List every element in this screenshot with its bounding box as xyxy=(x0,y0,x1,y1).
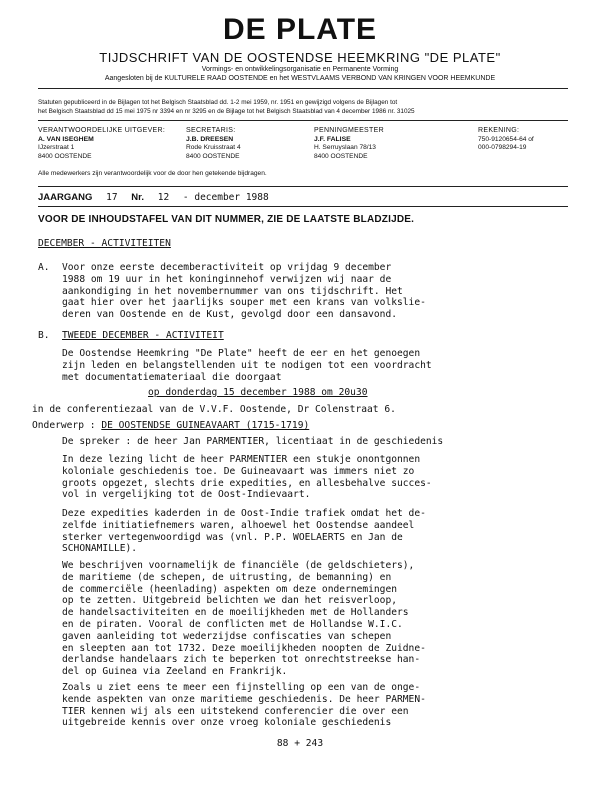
text-line: SCHONAMILLE). xyxy=(62,543,138,555)
item-b-intro xyxy=(62,348,432,383)
text-line: groots opgezet, slechts drie expedities, en allesbehalve succes- xyxy=(62,477,432,489)
staff-address: 8400 OOSTENDE xyxy=(186,152,240,160)
staff-role: PENNINGMEESTER xyxy=(314,127,384,134)
masthead-tagline: Vormings- en ontwikkelingsorganisatie en Permanente Vorming xyxy=(201,66,399,73)
staff-name: J.F. FALISE xyxy=(314,135,351,143)
divider xyxy=(38,120,568,121)
staff-address: 8400 OOSTENDE xyxy=(314,152,368,160)
staff-role: REKENING: xyxy=(478,127,520,134)
staff-name: J.B. DREESEN xyxy=(186,135,234,143)
masthead-title: DE PLATE xyxy=(222,13,378,46)
staff-address: Rode Kruisstraat 4 xyxy=(186,144,241,151)
text-line: del op Guinea via Zeeland en Frankrijk. xyxy=(62,666,288,678)
text-line: en sleepten aan tot 1732. Deze moeilijkheden noopten de Zuidne- xyxy=(62,642,426,654)
event-datetime-text: op donderdag 15 december 1988 om 20u30 xyxy=(148,387,368,398)
masthead-affiliation: Aangesloten bij de KULTURELE RAAD OOSTENDE en het WESTVLAAMS VERBOND VAN KRINGEN VOOR HEEMKUNDE xyxy=(104,75,496,82)
event-datetime xyxy=(148,387,368,398)
text-line: uitgebreide kennis over onze vroeg koloniale geschiedenis xyxy=(62,717,392,729)
text-line: kende aspekten van onze maritieme geschiedenis. De heer PARMEN- xyxy=(62,693,426,705)
text-line: vol in vergelijking tot de Oost-Indievaart. xyxy=(62,489,311,501)
item-b-heading-text: TWEEDE DECEMBER - ACTIVITEIT xyxy=(62,330,224,341)
paragraph xyxy=(62,682,426,729)
staff-name: A. VAN ISEGHEM xyxy=(38,135,94,143)
text-line: De Oostendse Heemkring "De Plate" heeft de eer en het genoegen xyxy=(62,348,421,359)
staff-address: H. Serruyslaan 78/13 xyxy=(314,144,376,151)
text-line: In deze lezing licht de heer PARMENTIER een stukje onontgonnen xyxy=(62,454,421,465)
staff-treasurer xyxy=(314,127,384,161)
item-a-marker: A. xyxy=(38,262,50,273)
text-line: gaven aanleiding tot wederzijdse confiscaties van schepen xyxy=(62,630,392,642)
item-b-marker: B. xyxy=(38,330,50,341)
text-line: Deze expedities kaderden in de Oost-Indie trafiek omdat het de- xyxy=(62,508,426,519)
text-line: We beschrijven voornamelijk de financiële (de geldschieters), xyxy=(62,560,415,571)
nr-label: Nr. xyxy=(131,192,144,203)
text-line: met documentatiemateriaal die doorgaat xyxy=(62,371,282,383)
item-b-heading xyxy=(62,330,224,341)
divider xyxy=(38,88,568,89)
text-line: deren van Oostende en de Kust, gevolgd door een dansavond. xyxy=(62,309,398,321)
text-line: derlandse handelaars zich te beperken tot onrechtstreekse han- xyxy=(62,654,421,666)
page-number: 88 + 243 xyxy=(276,738,324,749)
event-subject xyxy=(32,420,309,432)
text-line: TIER kennen wij als een uitstekend conferencier die over een xyxy=(62,705,409,717)
section-heading xyxy=(38,238,171,249)
statutes-notice xyxy=(38,98,570,116)
text-line: de handelsactiviteiten en de moeilijkheden met de Hollanders xyxy=(62,607,409,619)
nr-value: 12 xyxy=(157,192,170,203)
account-number: 000-0798294-19 xyxy=(478,144,527,151)
divider xyxy=(38,206,568,207)
text-line: zelfde initiatiefnemers waren, alhoewel het Oostendse aandeel xyxy=(62,519,415,531)
section-heading-text: DECEMBER - ACTIVITEITEN xyxy=(38,238,171,249)
text-line: en de piraten. Vooral de conflicten met de Hollandse W.I.C. xyxy=(62,618,403,630)
contributors-disclaimer: Alle medewerkers zijn verantwoordelijk voor de door hen getekende bijdragen. xyxy=(38,170,267,177)
statutes-line: Statuten gepubliceerd in de Bijlagen tot het Belgisch Staatsblad dd. 1-2 mei 1959, nr. 1951 en gewijzigd volgens de Bijlagen tot xyxy=(38,99,398,106)
subject-text: DE OOSTENDSE GUINEAVAART (1715-1719) xyxy=(101,420,310,431)
text-line: op te zetten. Uitgebreid belichten we dan het reisverloop, xyxy=(62,595,398,607)
text-line: zijn leden en belangstellenden uit te nodigen tot een voordracht xyxy=(62,359,432,371)
text-line: gaat hier over het jaarlijks souper met een krans van volkslie- xyxy=(62,297,426,309)
divider xyxy=(38,186,568,187)
staff-secretary xyxy=(186,127,241,161)
paragraph xyxy=(62,560,426,678)
jaargang-value: 17 xyxy=(106,192,118,203)
issue-date: - december 1988 xyxy=(182,192,269,203)
staff-account xyxy=(478,127,534,153)
statutes-line: het Belgisch Staatsblad dd 15 mei 1975 nr 3394 en nr 3295 en de Bijlage tot het Belgisch Staatsblad van 4 december 1986 nr. 31025 xyxy=(38,108,415,115)
issue-info xyxy=(38,192,277,203)
subject-label: Onderwerp : xyxy=(32,420,96,431)
item-a-text xyxy=(62,262,426,321)
masthead-subtitle: TIJDSCHRIFT VAN DE OOSTENDSE HEEMKRING "DE PLATE" xyxy=(99,50,501,65)
event-speaker: De spreker : de heer Jan PARMENTIER, licentiaat in de geschiedenis xyxy=(62,436,444,447)
text-line: Zoals u ziet eens te meer een fijnstelling op een van de onge- xyxy=(62,682,421,693)
text-line: koloniale geschiedenis toe. De Guineavaart was immers niet zo xyxy=(62,465,415,477)
staff-publisher xyxy=(38,127,165,161)
text-line: sterker vertegenwoordigd was (vnl. P.P. WOELAERTS en Jan de xyxy=(62,531,403,543)
paragraph xyxy=(62,454,432,501)
staff-role: VERANTWOORDELIJKE UITGEVER: xyxy=(38,127,166,134)
jaargang-label: JAARGANG xyxy=(38,192,93,203)
event-location: in de conferentiezaal van de V.V.F. Oostende, Dr Colenstraat 6. xyxy=(32,404,396,415)
text-line: 1988 om 19 uur in het koninginnehof verwijzen wij naar de xyxy=(62,273,392,285)
text-line: de commerciële (heenlading) aspekten om deze ondernemingen xyxy=(62,583,398,595)
staff-address: 8400 OOSTENDE xyxy=(38,152,92,160)
text-line: Voor onze eerste decemberactiviteit op vrijdag 9 december xyxy=(62,262,392,273)
staff-role: SECRETARIS: xyxy=(186,127,236,134)
staff-address: IJzerstraat 1 xyxy=(38,144,75,151)
text-line: aankondiging in het novembernummer van ons tijdschrift. Het xyxy=(62,285,403,297)
account-number: 750-9120654-64 of xyxy=(478,135,534,143)
text-line: de maritieme (de schepen, de uitrusting, de bemanning) en xyxy=(62,571,392,583)
paragraph xyxy=(62,508,426,555)
toc-note: VOOR DE INHOUDSTAFEL VAN DIT NUMMER, ZIE DE LAATSTE BLADZIJDE. xyxy=(38,214,415,225)
